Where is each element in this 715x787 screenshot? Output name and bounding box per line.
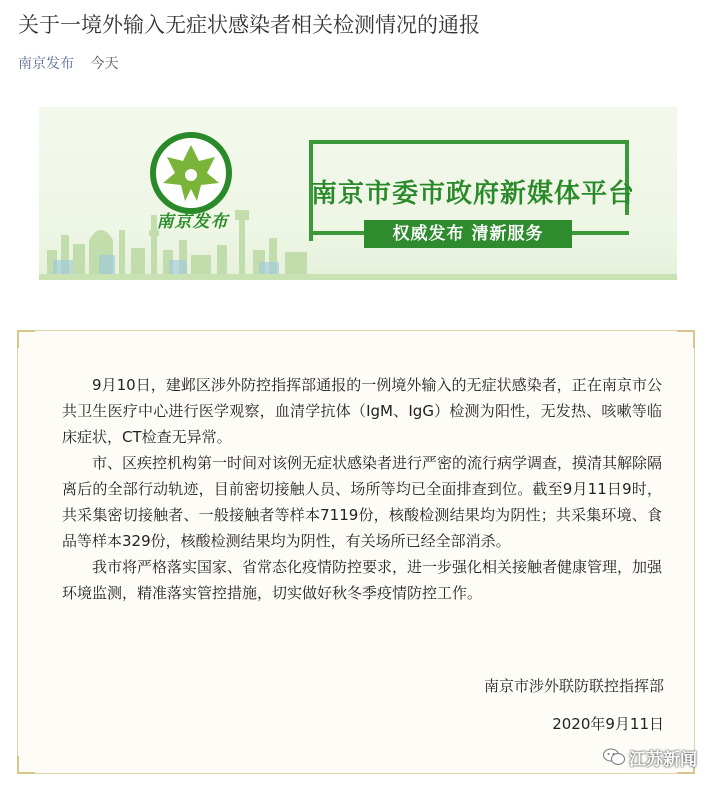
notice-paragraph: 我市将严格落实国家、省常态化疫情防控要求，进一步强化相关接触者健康管理，加强环境监测，精准落实管控措施，切实做好秋冬季疫情防控工作。	[62, 558, 663, 602]
account-link[interactable]: 南京发布	[18, 56, 74, 72]
notice-signature: 南京市涉外联防联控指挥部	[483, 677, 664, 695]
notice-paragraph: 9月10日，建邺区涉外防控指挥部通报的一例境外输入的无症状感染者，正在南京市公共卫生医疗中心进行医学观察，血清学抗体（IgM、IgG）检测为阳性，无发热、咳嗽等临床症状，CT检查无异常。	[62, 376, 662, 446]
logo-caption: 南京发布	[156, 212, 229, 232]
nanjing-fabu-logo-icon	[147, 129, 235, 217]
publish-date: 今天	[90, 56, 119, 72]
banner-heading: 南京市委市政府新媒体平台	[310, 179, 635, 209]
article-title: 关于一境外输入无症状感染者相关检测情况的通报	[18, 13, 480, 37]
banner-frame-bottom-right	[572, 231, 629, 235]
banner-frame-bottom-left	[313, 231, 364, 235]
source-watermark	[603, 744, 697, 770]
banner-slogan: 权威发布 清新服务	[364, 220, 572, 248]
notice-paragraph: 市、区疾控机构第一时间对该例无症状感染者进行严密的流行病学调查，摸清其解除隔离后的全部行动轨迹，目前密切接触人员、场所等均已全面排查到位。截至9月11日9时，共采集密切接触者、一般接触者等样本7119份，核酸检测结果均为阴性；共采集环境、食品等样本329份，核酸检测结果均为阴性，有关场所已经全部消杀。	[62, 454, 663, 550]
wechat-icon	[603, 748, 625, 766]
banner-image	[39, 107, 677, 280]
watermark-text: 江苏新闻	[629, 749, 697, 770]
notice-body	[62, 372, 662, 606]
article-meta	[18, 54, 118, 74]
notice-box	[17, 330, 695, 774]
notice-signed-date: 2020年9月11日	[552, 715, 664, 733]
